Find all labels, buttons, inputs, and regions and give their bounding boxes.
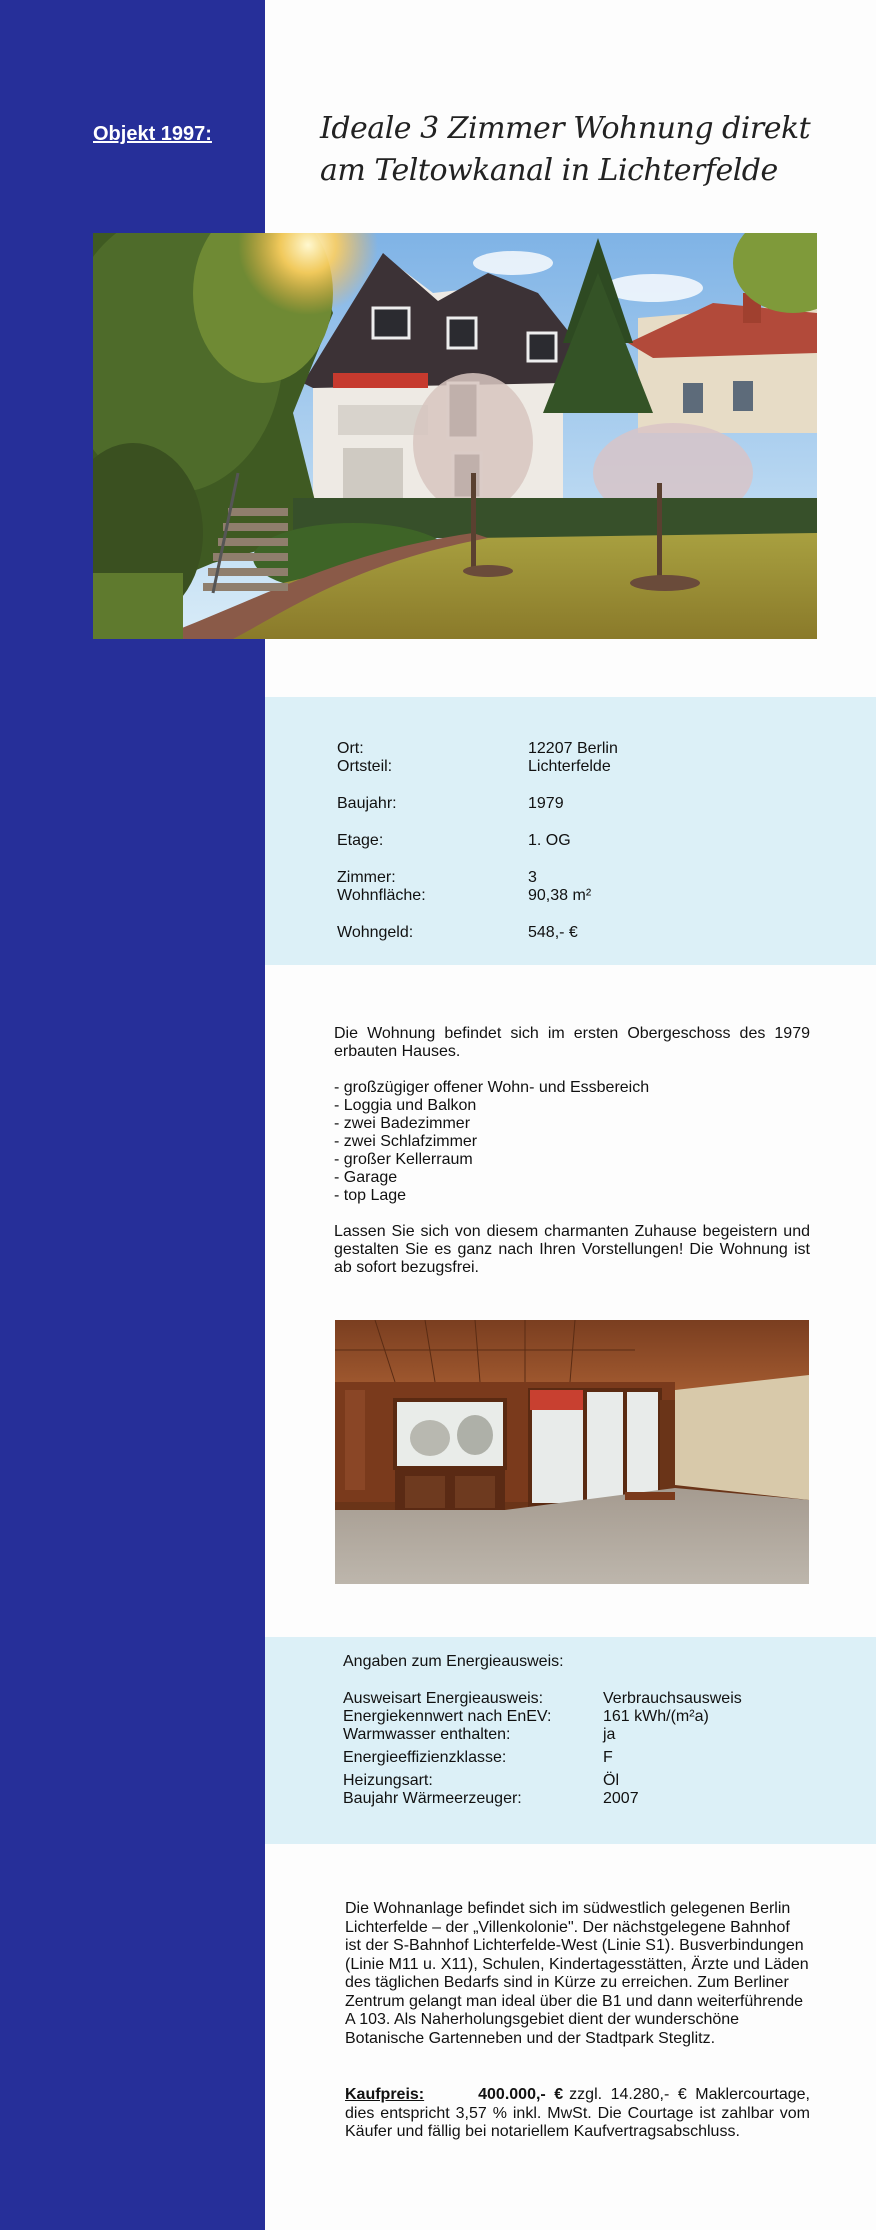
fact-label: Zimmer: <box>337 869 396 886</box>
energy-label: Energieeffizienzklasse: <box>343 1749 507 1766</box>
page-title: Ideale 3 Zimmer Wohnung direkt am Teltowkanal in Lichterfelde <box>320 111 811 188</box>
energy-label: Ausweisart Energieausweis: <box>343 1690 544 1707</box>
fact-label: Ortsteil: <box>337 758 393 775</box>
list-item: - großer Kellerraum <box>334 1151 473 1168</box>
description <box>334 1025 810 1277</box>
building-photo <box>93 233 817 639</box>
fact-label: Wohnfläche: <box>337 887 426 904</box>
price-label: Kaufpreis: <box>345 2086 425 2103</box>
list-item: - zwei Schlafzimmer <box>334 1133 478 1150</box>
energy-value: 2007 <box>603 1790 639 1807</box>
list-item: - großzügiger offener Wohn- und Essbereich <box>334 1079 650 1096</box>
list-item: - Loggia und Balkon <box>334 1097 477 1114</box>
energy-value: 161 kWh/(m²a) <box>603 1708 709 1725</box>
energy-heading: Angaben zum Energieausweis: <box>343 1653 564 1670</box>
living-room-photo <box>335 1320 809 1584</box>
price-section <box>345 2086 810 2142</box>
fact-label: Etage: <box>337 832 384 849</box>
energy-value: ja <box>603 1726 616 1743</box>
description-closing: Lassen Sie sich von diesem charmanten Zuhause begeistern und gestalten Sie es ganz nach Ihren Vorstellungen! Die Wohnung ist ab sofort bezugsfrei. <box>334 1223 810 1276</box>
fact-label: Ort: <box>337 740 364 757</box>
fact-value: 90,38 m² <box>528 887 592 904</box>
energy-label: Warmwasser enthalten: <box>343 1726 511 1743</box>
price-value: 400.000,- € <box>478 2086 564 2103</box>
fact-value: Lichterfelde <box>528 758 611 775</box>
price-details: zzgl. 14.280,- € Maklercourtage, dies entspricht 3,57 % inkl. MwSt. Die Courtage ist zahlbar vom Käufer und fällig bei notariellem Kaufvertragsabschluss. <box>345 2086 811 2140</box>
object-number: Objekt 1997: <box>93 123 212 145</box>
list-item: - top Lage <box>334 1187 407 1204</box>
fact-value: 1. OG <box>528 832 571 849</box>
fact-value: 548,- € <box>528 924 578 941</box>
list-item: - Garage <box>334 1169 398 1186</box>
fact-label: Baujahr: <box>337 795 397 812</box>
list-item: - zwei Badezimmer <box>334 1115 471 1132</box>
energy-label: Energiekennwert nach EnEV: <box>343 1708 552 1725</box>
fact-value: 3 <box>528 869 537 886</box>
fact-label: Wohngeld: <box>337 924 414 941</box>
energy-value: F <box>603 1749 613 1766</box>
energy-label: Baujahr Wärmeerzeuger: <box>343 1790 522 1807</box>
description-intro: Die Wohnung befindet sich im ersten Obergeschoss des 1979 erbauten Hauses. <box>334 1025 810 1060</box>
energy-value: Verbrauchsausweis <box>603 1690 742 1707</box>
fact-value: 1979 <box>528 795 564 812</box>
location-description: Die Wohnanlage befindet sich im südwestlich gelegenen Berlin Lichterfelde – der „Villenkolonie". Der nächstgelegene Bahnhof ist der S-Bahnhof Lichterfelde-West (Linie S1). Busverbindungen (Linie M11 u. X11), Schulen, Kindertagesstätten, Ärzte und Läden des täglichen Bedarfs sind in Kürze zu erreichen. Zum Berliner Zentrum gelangt man ideal über die B1 und dann weiterführende A 103. Als Naherholungsgebiet dient der wunderschöne Botanische Gartenneben und der Stadtpark Steglitz. <box>345 1900 809 2047</box>
energy-value: Öl <box>603 1772 619 1789</box>
fact-value: 12207 Berlin <box>528 740 618 757</box>
energy-label: Heizungsart: <box>343 1772 433 1789</box>
feature-list <box>334 1079 810 1205</box>
